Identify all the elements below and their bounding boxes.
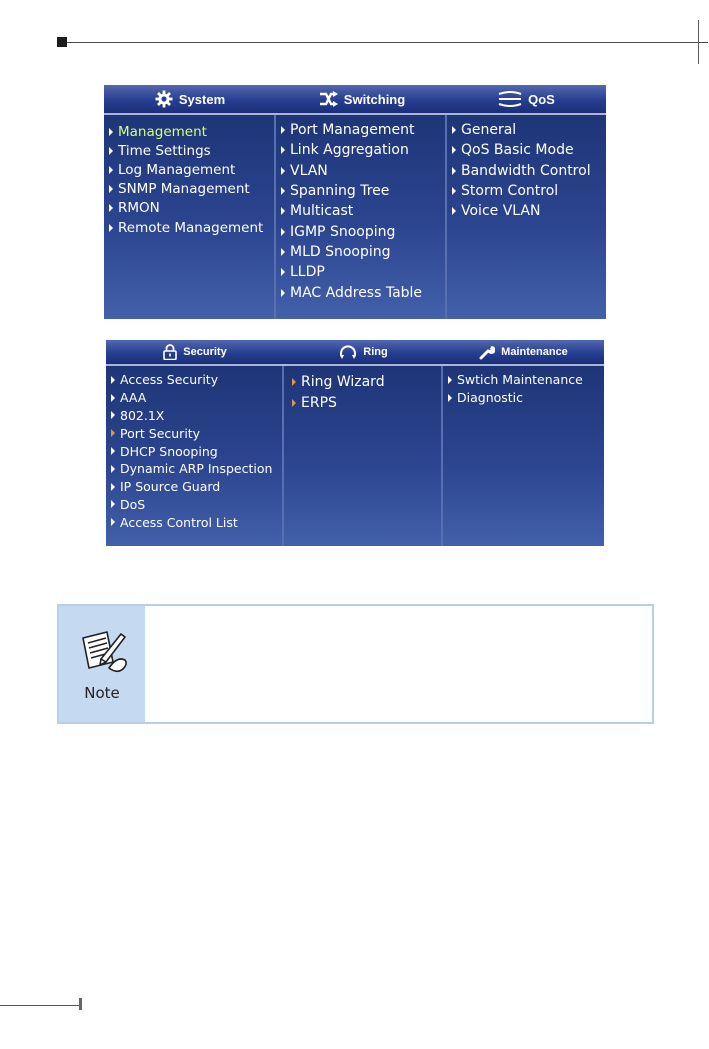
menu-bottom-columns	[106, 366, 604, 546]
qos-submenu	[447, 115, 606, 319]
menu-item-port-security[interactable]	[106, 424, 282, 442]
menu-item-vlan[interactable]	[276, 161, 445, 181]
note-pen-icon	[79, 628, 129, 680]
arrow-icon	[111, 429, 115, 437]
arrow-icon	[109, 204, 113, 212]
menu-item-label: MLD Snooping	[290, 243, 391, 260]
arrow-icon	[109, 185, 113, 193]
menu-item-label: Access Security	[120, 372, 219, 388]
menu-item-management[interactable]	[104, 122, 274, 141]
menu-item-access-security[interactable]	[106, 371, 282, 389]
arrow-icon	[281, 248, 285, 256]
arrow-icon	[111, 394, 115, 402]
menu-item-label: Port Security	[120, 425, 201, 441]
menu-item-label: Port Management	[290, 122, 415, 139]
menu-item-label: Log Management	[118, 161, 236, 178]
menu-item-label: ERPS	[301, 394, 337, 411]
arrow-icon	[111, 465, 115, 473]
menu-item-label: Time Settings	[118, 142, 211, 159]
arrow-icon	[111, 518, 115, 526]
menu-item-label: Voice VLAN	[461, 203, 541, 220]
arrow-icon	[448, 394, 452, 402]
menu-item-storm-control[interactable]	[447, 181, 606, 201]
menu-tab-ring[interactable]	[284, 340, 443, 364]
menu-item-label: LLDP	[290, 264, 325, 281]
arrow-icon	[281, 228, 285, 236]
menu-item-swtich-maintenance[interactable]	[443, 371, 604, 389]
menu-item-multicast[interactable]	[276, 201, 445, 221]
menu-item-dynamic-arp-inspection[interactable]	[106, 460, 282, 478]
menu-item-mac-address-table[interactable]	[276, 282, 445, 302]
lock-icon	[163, 344, 177, 360]
menu-item-rmon[interactable]	[104, 199, 274, 218]
switching-submenu	[276, 115, 447, 319]
menu-top-header	[104, 85, 606, 115]
menu-tab-ring-label: Ring	[363, 346, 388, 358]
crossed-arrows-icon	[318, 91, 338, 107]
menu-tab-security-label: Security	[183, 346, 227, 358]
menu-item-label: Storm Control	[461, 183, 559, 200]
menu-item-label: Spanning Tree	[290, 183, 390, 200]
arrow-icon	[111, 447, 115, 455]
menu-item-lldp[interactable]	[276, 262, 445, 282]
qos-lines-icon	[498, 91, 522, 107]
page-edge-marker	[698, 20, 709, 64]
menu-item-label: Diagnostic	[457, 390, 524, 406]
arrow-icon	[109, 147, 113, 155]
menu-item-label: Swtich Maintenance	[457, 372, 583, 388]
menu-item-label: Management	[118, 123, 207, 140]
menu-item-label: AAA	[120, 390, 147, 406]
menu-item-qos-basic-mode[interactable]	[447, 140, 606, 160]
note-box	[57, 604, 654, 724]
ring-icon	[339, 344, 357, 360]
menu-item-snmp-management[interactable]	[104, 180, 274, 199]
system-submenu	[104, 115, 276, 319]
menu-item-label: RMON	[118, 200, 160, 217]
menu-tab-qos[interactable]	[447, 85, 606, 113]
arrow-icon	[281, 167, 285, 175]
menu-item-label: IGMP Snooping	[290, 223, 396, 240]
main-menu-top	[104, 85, 606, 319]
menu-item-label: Link Aggregation	[290, 142, 409, 159]
menu-item-ip-source-guard[interactable]	[106, 478, 282, 496]
menu-tab-switching[interactable]	[276, 85, 447, 113]
menu-item-label: Remote Management	[118, 219, 264, 236]
arrow-icon	[448, 376, 452, 384]
menu-tab-system-label: System	[178, 91, 226, 107]
menu-tab-system[interactable]	[104, 85, 276, 113]
menu-item-log-management[interactable]	[104, 160, 274, 179]
menu-item-access-control-list[interactable]	[106, 513, 282, 531]
menu-tab-switching-label: Switching	[343, 91, 406, 107]
arrow-icon	[109, 224, 113, 232]
menu-item-dhcp-snooping[interactable]	[106, 442, 282, 460]
menu-item-label: DHCP Snooping	[120, 443, 218, 459]
menu-tab-maintenance-label: Maintenance	[501, 346, 568, 358]
menu-item-802-1x[interactable]	[106, 407, 282, 425]
menu-item-label: IP Source Guard	[120, 479, 221, 495]
menu-item-voice-vlan[interactable]	[447, 201, 606, 221]
menu-item-general[interactable]	[447, 120, 606, 140]
menu-top-columns	[104, 115, 606, 319]
header-bullet	[57, 37, 67, 47]
menu-item-link-aggregation[interactable]	[276, 140, 445, 160]
main-menu-bottom	[106, 340, 604, 546]
menu-item-label: VLAN	[290, 162, 328, 179]
menu-item-label: 802.1X	[120, 407, 165, 423]
menu-item-remote-management[interactable]	[104, 218, 274, 237]
menu-item-label: SNMP Management	[118, 181, 250, 198]
menu-item-label: DoS	[120, 496, 146, 512]
arrow-icon	[281, 146, 285, 154]
arrow-icon	[452, 207, 456, 215]
menu-item-bandwidth-control[interactable]	[447, 161, 606, 181]
ring-submenu	[284, 366, 443, 546]
arrow-icon	[109, 128, 113, 136]
menu-tab-security[interactable]	[106, 340, 284, 364]
wrench-icon	[479, 344, 495, 360]
arrow-icon	[281, 268, 285, 276]
note-icon-panel	[59, 606, 145, 722]
arrow-icon	[452, 126, 456, 134]
menu-item-aaa[interactable]	[106, 389, 282, 407]
footer-rule	[0, 1005, 80, 1006]
arrow-icon	[452, 167, 456, 175]
menu-item-diagnostic[interactable]	[443, 389, 604, 407]
menu-tab-qos-label: QoS	[528, 91, 555, 107]
arrow-icon	[452, 187, 456, 195]
menu-item-label: General	[461, 122, 517, 139]
menu-item-label: Multicast	[290, 203, 354, 220]
security-submenu	[106, 366, 284, 546]
menu-bottom-header	[106, 340, 604, 366]
arrow-icon	[111, 483, 115, 491]
arrow-icon	[111, 411, 115, 419]
gear-icon	[155, 90, 173, 108]
arrow-icon	[111, 376, 115, 384]
menu-item-ring-wizard[interactable]	[284, 371, 441, 392]
arrow-icon	[292, 378, 296, 386]
menu-item-time-settings[interactable]	[104, 141, 274, 160]
header-rule	[57, 42, 708, 43]
menu-item-label: MAC Address Table	[290, 284, 423, 301]
arrow-icon	[281, 187, 285, 195]
arrow-icon	[292, 399, 296, 407]
menu-item-dos[interactable]	[106, 496, 282, 514]
menu-item-label: Ring Wizard	[301, 373, 385, 390]
arrow-icon	[281, 126, 285, 134]
menu-item-igmp-snooping[interactable]	[276, 221, 445, 241]
arrow-icon	[281, 207, 285, 215]
menu-item-label: Dynamic ARP Inspection	[120, 461, 273, 477]
menu-item-mld-snooping[interactable]	[276, 242, 445, 262]
menu-item-label: Bandwidth Control	[461, 162, 591, 179]
menu-item-erps[interactable]	[284, 392, 441, 413]
menu-tab-maintenance[interactable]	[443, 340, 604, 364]
maintenance-submenu	[443, 366, 604, 546]
menu-item-label: QoS Basic Mode	[461, 142, 574, 159]
arrow-icon	[111, 500, 115, 508]
arrow-icon	[452, 146, 456, 154]
menu-item-port-management[interactable]	[276, 120, 445, 140]
note-label: Note	[84, 684, 120, 702]
arrow-icon	[109, 166, 113, 174]
menu-item-spanning-tree[interactable]	[276, 181, 445, 201]
arrow-icon	[281, 289, 285, 297]
footer-marker	[79, 998, 82, 1010]
menu-item-label: Access Control List	[120, 514, 238, 530]
